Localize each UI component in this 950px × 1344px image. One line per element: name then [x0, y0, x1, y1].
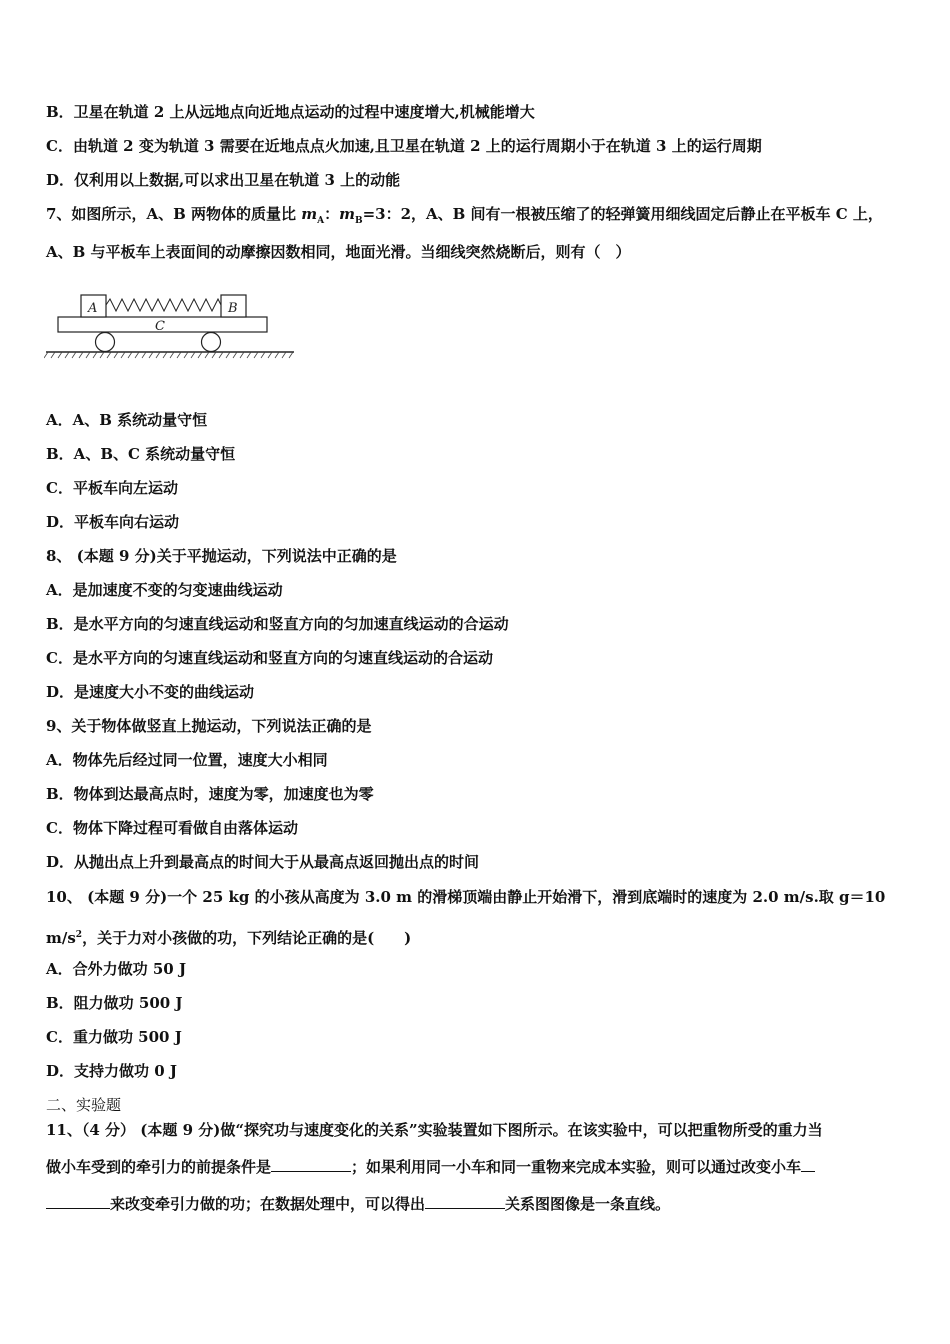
- wheel-right: [202, 333, 221, 352]
- q10-stem-text: ，关于力对小孩做的功，下列结论正确的是( ): [82, 929, 412, 947]
- spring: [106, 299, 221, 311]
- q11-line1: 11、（4 分） (本题 9 分)做“探究功与速度变化的关系”实验装置如下图所示。在该实验中，可以把重物所受的重力当: [46, 1121, 823, 1139]
- q7-mass-a-sub: A: [317, 216, 325, 226]
- q10-option-c: C．重力做功 500 J: [46, 1028, 182, 1046]
- q11-line3: [46, 1194, 670, 1214]
- q7-mass-b-sub: B: [354, 216, 363, 226]
- q8-option-a: A．是加速度不变的匀变速曲线运动: [46, 581, 283, 599]
- q7-option-c: C．平板车向左运动: [46, 479, 178, 497]
- label-c: C: [155, 319, 165, 334]
- q11-line3-text-b: 关系图图像是一条直线。: [505, 1195, 671, 1213]
- q7-stem-line2: A、B 与平板车上表面间的动摩擦因数相同，地面光滑。当细线突然烧断后，则有（ ）: [46, 243, 631, 261]
- cart-spring-figure: [44, 288, 296, 363]
- q11-line2: [46, 1157, 815, 1177]
- q10-option-d: D．支持力做功 0 J: [46, 1062, 177, 1080]
- q10-option-a: A．合外力做功 50 J: [46, 960, 187, 978]
- q9-option-c: C．物体下降过程可看做自由落体运动: [46, 819, 298, 837]
- q9-option-b: B．物体到达最高点时，速度为零，加速度也为零: [46, 785, 374, 803]
- q10-stem-line1: 10、 (本题 9 分)一个 25 kg 的小孩从高度为 3.0 m 的滑梯顶端由静止开始滑下，滑到底端时的速度为 2.0 m/s.取 g＝10: [46, 888, 886, 906]
- q6-option-b: B．卫星在轨道 2 上从远地点向近地点运动的过程中速度增大,机械能增大: [46, 103, 535, 121]
- q11-line2-text-b: ；如果利用同一小车和同一重物来完成本实验，则可以通过改变小车: [351, 1158, 802, 1176]
- q11-blank-2-start[interactable]: [801, 1157, 815, 1172]
- q7-mass-b: m: [339, 205, 355, 223]
- q10-unit-sup: 2: [75, 930, 83, 940]
- ground-hatch: [44, 352, 293, 358]
- q7-stem-text-b: =3：2，A、B 间有一根被压缩了的轻弹簧用细线固定后静止在平板车 C 上，: [362, 205, 883, 223]
- q10-option-b: B．阻力做功 500 J: [46, 994, 183, 1012]
- label-b: B: [228, 301, 238, 316]
- q8-option-d: D．是速度大小不变的曲线运动: [46, 683, 255, 701]
- q8-option-b: B．是水平方向的匀速直线运动和竖直方向的匀加速直线运动的合运动: [46, 615, 509, 633]
- q9-option-d: D．从抛出点上升到最高点的时间大于从最高点返回抛出点的时间: [46, 853, 480, 871]
- wheel-left: [96, 333, 115, 352]
- q7-stem-line1: [46, 204, 883, 231]
- q7-stem-text-a: 7、如图所示，A、B 两物体的质量比: [46, 205, 302, 223]
- q10-stem-line2: [46, 925, 411, 948]
- q7-option-b: B．A、B、C 系统动量守恒: [46, 445, 236, 463]
- q9-stem: 9、关于物体做竖直上抛运动，下列说法正确的是: [46, 717, 372, 735]
- q11-line3-text-a: 来改变牵引力做的功；在数据处理中，可以得出: [110, 1195, 426, 1213]
- q6-option-c: C．由轨道 2 变为轨道 3 需要在近地点点火加速,且卫星在轨道 2 上的运行周期小于在轨道 3 上的运行周期: [46, 137, 762, 155]
- q10-unit: m/s: [46, 929, 76, 947]
- q11-blank-3[interactable]: [425, 1194, 505, 1209]
- q6-option-d: D．仅利用以上数据,可以求出卫星在轨道 3 上的动能: [46, 171, 401, 189]
- q7-option-a: A．A、B 系统动量守恒: [46, 411, 208, 429]
- section-title: 二、实验题: [46, 1096, 122, 1114]
- q7-mass-a: m: [301, 205, 318, 223]
- q8-option-c: C．是水平方向的匀速直线运动和竖直方向的匀速直线运动的合运动: [46, 649, 493, 667]
- label-a: A: [88, 301, 98, 316]
- q8-stem: 8、 (本题 9 分)关于平抛运动，下列说法中正确的是: [46, 547, 397, 565]
- q11-blank-2-end[interactable]: [46, 1194, 110, 1209]
- q9-option-a: A．物体先后经过同一位置，速度大小相同: [46, 751, 328, 769]
- q7-option-d: D．平板车向右运动: [46, 513, 180, 531]
- q7-ratio-sep: ：: [324, 205, 340, 223]
- q11-line2-text-a: 做小车受到的牵引力的前提条件是: [46, 1158, 272, 1176]
- q11-blank-1[interactable]: [271, 1157, 351, 1172]
